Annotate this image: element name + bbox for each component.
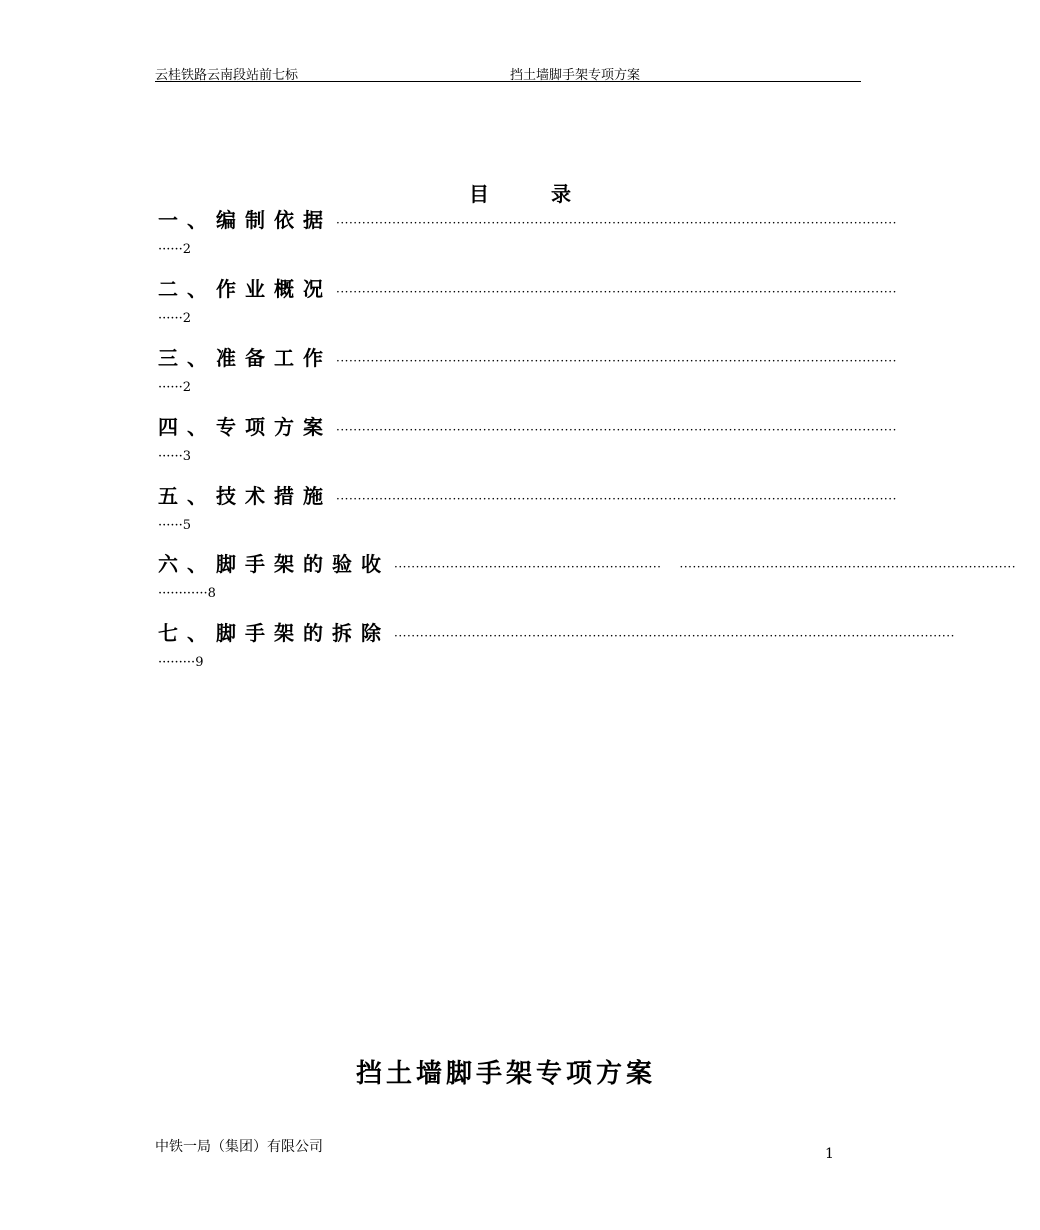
toc-entry-7[interactable]	[158, 617, 955, 675]
toc-leader-dots: ··································································································································	[336, 285, 897, 299]
toc-title-part2: 录	[551, 182, 571, 206]
toc-leader-dots: ··································································································································	[394, 629, 955, 643]
toc-entry-label: 一、编制依据	[158, 208, 332, 232]
toc-entry-page: ······5	[158, 518, 192, 533]
toc-entry-page: ·········9	[158, 655, 204, 670]
toc-entry-2[interactable]	[158, 273, 897, 331]
footer-company: 中铁一局（集团）有限公司	[155, 1139, 323, 1155]
toc-leader-dots: ··································································································································	[336, 423, 897, 437]
toc-leader-dots: ··································································································································	[336, 492, 897, 506]
toc-entry-page: ······3	[158, 449, 192, 464]
toc-entry-page: ······2	[158, 242, 192, 257]
toc-title-part1: 目	[469, 182, 489, 206]
toc-entry-label: 三、准备工作	[158, 346, 332, 370]
toc-entry-page: ······2	[158, 311, 192, 326]
toc-entry-3[interactable]	[158, 342, 897, 400]
toc-entry-label: 六、脚手架的验收	[158, 552, 390, 576]
toc-entry-1[interactable]	[158, 204, 897, 262]
header-project-name: 云桂铁路云南段站前七标	[155, 68, 299, 83]
toc-leader-dots: ··································································································································	[336, 216, 897, 230]
toc-entry-page: ······2	[158, 380, 192, 395]
toc-entry-6[interactable]	[158, 548, 1017, 606]
toc-entry-5[interactable]	[158, 480, 897, 538]
toc-entry-label: 四、专项方案	[158, 415, 332, 439]
header-document-name: 挡土墙脚手架专项方案	[510, 68, 641, 83]
header-divider	[155, 81, 861, 82]
toc-entry-page: ············8	[158, 586, 216, 601]
toc-entry-label: 七、脚手架的拆除	[158, 621, 390, 645]
toc-entry-4[interactable]	[158, 411, 897, 469]
toc-leader-dots: ··································································································································	[336, 354, 897, 368]
toc-leader-dots: ······························································ ··············································································	[394, 560, 1017, 574]
document-title: 挡土墙脚手架专项方案	[355, 1059, 656, 1089]
toc-entry-label: 五、技术措施	[158, 484, 332, 508]
toc-title	[0, 178, 1040, 207]
page-number: 1	[825, 1146, 834, 1162]
toc-entry-label: 二、作业概况	[158, 277, 332, 301]
